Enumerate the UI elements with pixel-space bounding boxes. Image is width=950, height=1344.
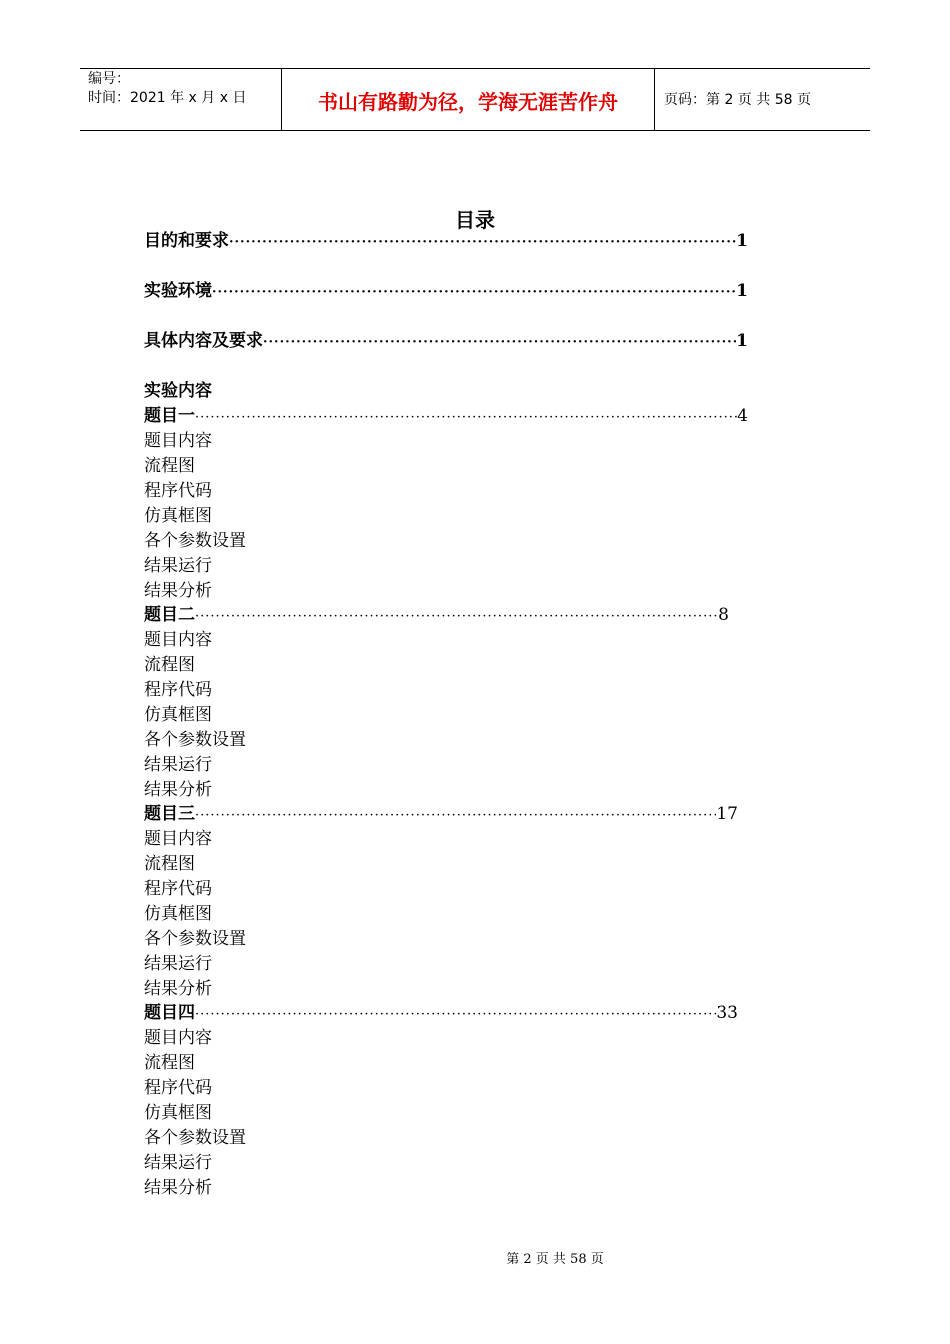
page-header: [80, 68, 870, 131]
toc-topic-label: 题目一: [144, 406, 195, 426]
time-label: 时间：2021 年 x 月 x 日: [88, 90, 247, 106]
dot-leader: [229, 230, 736, 255]
dot-leader: [195, 803, 716, 828]
toc-topic-label: 题目三: [144, 804, 195, 824]
toc-topic-label: 题目二: [144, 605, 195, 625]
header-left: [88, 70, 246, 108]
toc-sub-item[interactable]: 程序代码: [144, 680, 212, 700]
toc-section-label: [144, 379, 212, 404]
toc-title: 目录: [455, 208, 495, 232]
toc-topic-label: 题目四: [144, 1003, 195, 1023]
toc-entry-label: 实验环境: [144, 281, 212, 301]
toc-sub-item[interactable]: 结果分析: [144, 1178, 212, 1198]
dot-leader: [263, 330, 736, 355]
toc-sub-item[interactable]: 结果分析: [144, 581, 212, 601]
toc-sub-item[interactable]: 结果运行: [144, 755, 212, 775]
toc-sub-item[interactable]: 各个参数设置: [144, 730, 246, 750]
toc-entry[interactable]: [144, 229, 748, 254]
toc-entry-page: 1: [736, 331, 748, 351]
toc-sub-item[interactable]: 各个参数设置: [144, 1128, 246, 1148]
header-page-info: 页码：第 2 页 共 58 页: [664, 92, 811, 108]
toc-sub-item[interactable]: 流程图: [144, 854, 195, 874]
header-divider: [654, 69, 655, 130]
header-motto: 书山有路勤为径，学海无涯苦作舟: [318, 90, 618, 114]
toc-sub-item[interactable]: 仿真框图: [144, 705, 212, 725]
number-label: 编号：: [88, 71, 130, 87]
toc-sub-item[interactable]: 各个参数设置: [144, 929, 246, 949]
toc-entry[interactable]: [144, 329, 748, 354]
toc-sub-item[interactable]: 流程图: [144, 1053, 195, 1073]
toc-sub-item[interactable]: 结果分析: [144, 979, 212, 999]
toc-topic-page: 4: [737, 406, 748, 426]
dot-leader: [212, 280, 736, 305]
toc-topic-page: 17: [716, 804, 738, 824]
toc-sub-item[interactable]: 题目内容: [144, 1028, 212, 1048]
toc-sub-item[interactable]: 程序代码: [144, 879, 212, 899]
toc-sub-item[interactable]: 流程图: [144, 456, 195, 476]
toc-topic[interactable]: [144, 802, 738, 827]
toc-entry[interactable]: [144, 279, 748, 304]
toc-sub-item[interactable]: 结果运行: [144, 954, 212, 974]
toc-topic[interactable]: [144, 603, 729, 628]
toc-topic-page: 8: [718, 605, 729, 625]
page-footer: 第 2 页 共 58 页: [506, 1252, 604, 1267]
section-label-text: 实验内容: [144, 381, 212, 401]
toc-sub-item[interactable]: 流程图: [144, 655, 195, 675]
toc-sub-item[interactable]: 仿真框图: [144, 904, 212, 924]
toc-entry-page: 1: [736, 231, 748, 251]
toc-topic[interactable]: [144, 404, 748, 429]
toc-topic-page: 33: [716, 1003, 738, 1023]
toc-sub-item[interactable]: 程序代码: [144, 1078, 212, 1098]
toc-topic[interactable]: [144, 1001, 738, 1026]
dot-leader: [195, 1002, 716, 1027]
toc-sub-item[interactable]: 结果运行: [144, 1153, 212, 1173]
dot-leader: [195, 604, 718, 629]
toc-sub-item[interactable]: 题目内容: [144, 829, 212, 849]
toc-sub-item[interactable]: 题目内容: [144, 630, 212, 650]
toc-sub-item[interactable]: 仿真框图: [144, 506, 212, 526]
toc-entry-label: 目的和要求: [144, 231, 229, 251]
toc-entry-label: 具体内容及要求: [144, 331, 263, 351]
toc-sub-item[interactable]: 仿真框图: [144, 1103, 212, 1123]
toc-sub-item[interactable]: 结果分析: [144, 780, 212, 800]
toc-entry-page: 1: [736, 281, 748, 301]
toc-sub-item[interactable]: 结果运行: [144, 556, 212, 576]
toc-sub-item[interactable]: 各个参数设置: [144, 531, 246, 551]
toc-sub-item[interactable]: 程序代码: [144, 481, 212, 501]
toc-sub-item[interactable]: 题目内容: [144, 431, 212, 451]
dot-leader: [195, 405, 737, 430]
